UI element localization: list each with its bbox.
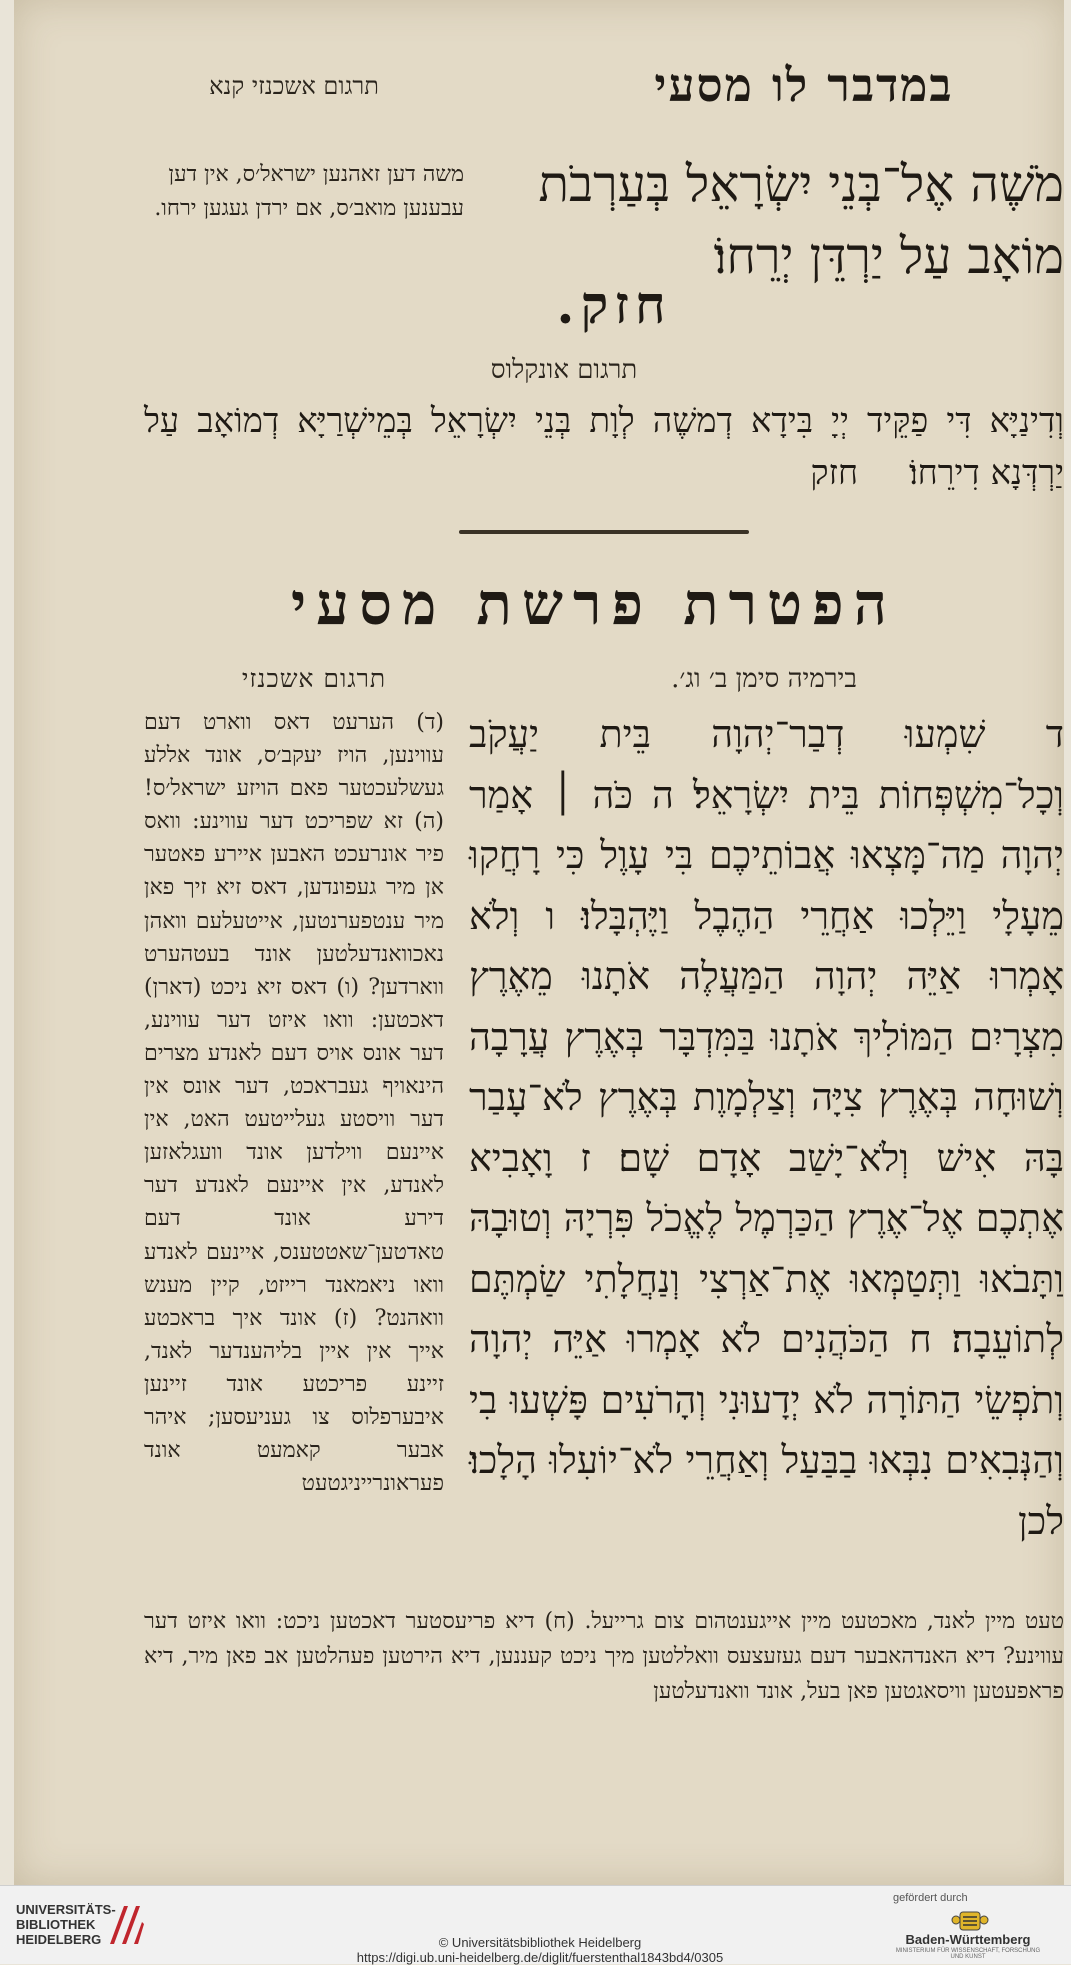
scanned-page — [14, 0, 1064, 1885]
running-header-translation: תרגום אשכנזי קנא — [209, 72, 379, 100]
permalink[interactable]: https://digi.ub.uni-heidelberg.de/diglit/fuerstenthal1843bd4/0305 — [356, 1950, 724, 1965]
onkelos-title: תרגום אונקלוס — [490, 355, 638, 385]
coat-of-arms-icon — [948, 1908, 992, 1932]
library-logo-icon — [104, 1900, 146, 1950]
copyright-notice: © Universitätsbibliothek Heidelberg — [438, 1935, 642, 1950]
hebrew-verse-text: מֹשֶׁה אֶל־בְּנֵי יִשְׂרָאֵל בְּעַרְבֹת מוֹאָב עַל יַרְדֵּן יְרֵחוֹ׃ — [538, 155, 1064, 285]
translation-column-title: תרגום אשכנזי — [241, 664, 387, 693]
section-divider — [459, 530, 749, 534]
viewer-footer — [0, 1885, 1071, 1964]
chazak-heading: חזק. — [556, 275, 672, 336]
running-header-parsha: במדבר לו מסעי — [654, 58, 954, 112]
haftarah-yiddish-column: (ד) הערעט דאס ווארט דעם עווינען, הויז יעקב׳ס, אונד אללע געשלעכטער פאם הויזע ישראל׳ס! (ה) זא שפריכט דער עווינע: וואס פיר אונרעכט האבען איירע פאטער אן מיר געפונדען, דאס זיא זיך פאן מיר ענטפערנטען, אייטעלעם וואהן נאכוואנדעלטען אונד בעטהערט ווארדען? (ו) דאס זיא ניכט (דארן) דאכטען: וואו איזט דער עווינע, דער אונס אויס דעם לאנדע מצרים הינאויף געבראכט, דער אונס אין דער וויסטע געלייטעט האט, אין איינעם ווילדען אונד וועגלאזען לאנדע, אין איינעם לאנדע דער דירע אונד דעם טאדטען־שאטטענס, איינעם לאנדע וואו ניאמאנד רייזט, קיין מענש וואהנט? (ז) אונד איך בראכטע אייך אין איין בליהענדער לאנד, זיינע פריכטע אונד זיינען איבערפלוס צו געניעסען; איהר אבער קאמעט אונד פעראונרייניגטעט — [144, 710, 444, 1497]
yiddish-continuation: טעט מיין לאנד, מאכטעט מיין אייגענטהום צום גרייעל. (ח) דיא פריעסטער דאכטען ניכט: וואו איזט דער עווינע? דיא האנדהאבער דעם געזעצעס וואללטען מיך ניכט קעננען, דיא הירטען פעהלטען אב פאן מיר, דיא פראפעטען וויסאגטען פאן בעל, אונד וואנדעלטען — [144, 1609, 1065, 1704]
funder-ministry: MINISTERIUM FÜR WISSENSCHAFT, FORSCHUNG UND KUNST — [895, 1948, 1041, 1960]
yiddish-verse-translation: משה דען זאהנען ישראל׳ס, אין דען עבענען מואב׳ס, אם ירדן געגען ירחו. — [154, 162, 464, 221]
haftarah-source: בירמיה סימן ב׳ וג׳. — [671, 664, 857, 694]
onkelos-verse: וְדִינַיָּא דִּי פַקֵּיד יְיָ בִּידָא דְמשֶׁה לְוָת בְּנֵי יִשְׂרָאֵל בְּמֵישְׁרַיָּא דְמוֹאָב עַל יַרְדְּנָא דִירֵחוֹ׃ — [144, 401, 1064, 493]
haftarah-hebrew-column: ד שִׁמְעוּ דְבַר־יְהוָה בֵּית יַעֲקֹב וְכָל־מִשְׁפְּחוֹת בֵּית יִשְׂרָאֵל׃ ה כֹּה ׀ אָמַר יְהוָה מַה־מָּצְאוּ אֲבוֹתֵיכֶם בִּי עָוֶל כִּי רָחֲקוּ מֵעָלָי וַיֵּלְכוּ אַחֲרֵי הַהֶבֶל וַיֶּהְבָּלוּ׃ ו וְלֹא אָמְרוּ אַיֵּה יְהוָה הַמַּעֲלֶה אֹתָנוּ מֵאֶרֶץ מִצְרָיִם הַמּוֹלִיךְ אֹתָנוּ בַּמִּדְבָּר בְּאֶרֶץ עֲרָבָה וְשׁוּחָה בְּאֶרֶץ צִיָּה וְצַלְמָוֶת בְּאֶרֶץ לֹא־עָבַר בָּהּ אִישׁ וְלֹא־יָשַׁב אָדָם שָׁם׃ ז וָאָבִיא אֶתְכֶם אֶל־אֶרֶץ הַכַּרְמֶל לֶאֱכֹל פִּרְיָהּ וְטוּבָהּ וַתָּבֹאוּ וַתְּטַמְּאוּ אֶת־אַרְצִי וְנַחֲלָתִי שַׂמְתֶּם לְתוֹעֵבָה׃ ח הַכֹּהֲנִים לֹא אָמְרוּ אַיֵּה יְהוָה וְתֹפְשֵׂי הַתּוֹרָה לֹא יְדָעוּנִי וְהָרֹעִים פָּשְׁעוּ בִי וְהַנְּבִאִים נִבְּאוּ בַבַּעַל וְאַחֲרֵי לֹא־יוֹעִלוּ הָלָכוּ׃ לכן — [469, 712, 1064, 1543]
library-logo-text — [16, 1902, 116, 1947]
funder-name: Baden-Württemberg — [905, 1932, 1031, 1947]
funded-by-label: gefördert durch — [893, 1892, 968, 1904]
library-name: UNIVERSITÄTS- BIBLIOTHEK HEIDELBERG — [16, 1902, 116, 1947]
onkelos-text — [144, 395, 1064, 499]
onkelos-end-word: חזק — [810, 453, 859, 493]
haftarah-title: הפטרת פרשת מסעי — [290, 570, 898, 638]
